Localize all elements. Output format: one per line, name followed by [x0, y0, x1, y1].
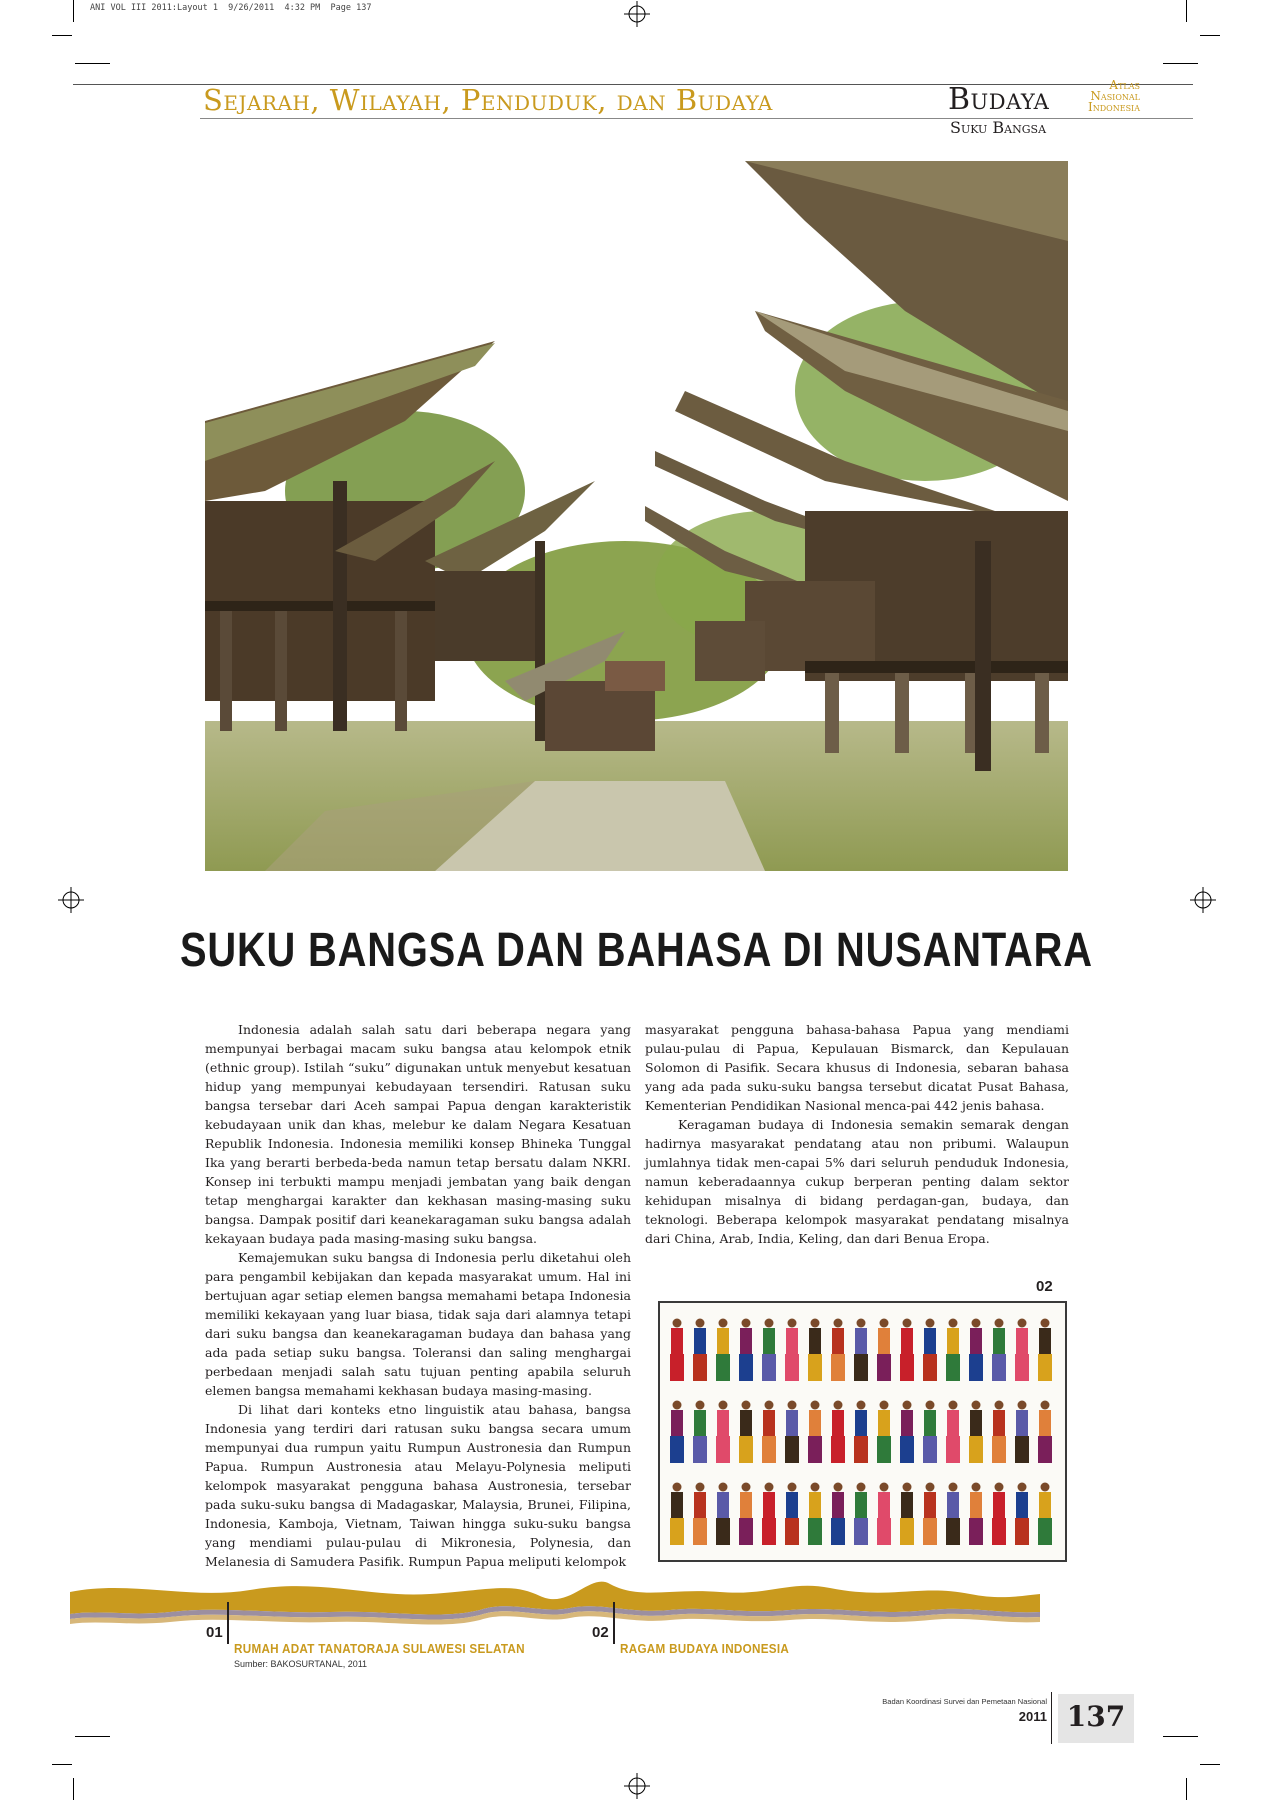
costume-figure-body: [1016, 1328, 1028, 1354]
costume-figure-head: [811, 1401, 820, 1410]
atlas-logo-line: Atlas: [1109, 78, 1140, 92]
costume-figure-head: [949, 1319, 958, 1328]
costume-figure-head: [696, 1319, 705, 1328]
costume-figure-body: [970, 1492, 982, 1518]
registration-mark-icon: [58, 887, 84, 913]
costume-figure-skirt: [785, 1436, 799, 1463]
costume-figure-body: [671, 1492, 683, 1518]
costume-figure-head: [949, 1483, 958, 1492]
caption-divider: [613, 1602, 615, 1644]
costume-figure-skirt: [854, 1518, 868, 1545]
costume-figure-head: [972, 1483, 981, 1492]
section-title: Sejarah, Wilayah, Penduduk, dan Budaya: [203, 83, 773, 117]
costume-figure-body: [717, 1492, 729, 1518]
costume-figure-skirt: [670, 1518, 684, 1545]
costume-figure-head: [1041, 1319, 1050, 1328]
costume-figure-skirt: [1038, 1354, 1052, 1381]
footer-year: 2011: [1018, 1709, 1047, 1724]
costume-figure-body: [832, 1410, 844, 1436]
costume-figure-body: [832, 1492, 844, 1518]
costume-figure-skirt: [831, 1436, 845, 1463]
costume-figure-head: [903, 1483, 912, 1492]
costume-figure-skirt: [762, 1354, 776, 1381]
costume-figure-skirt: [992, 1518, 1006, 1545]
figure-number: 02: [1036, 1278, 1053, 1295]
costume-figure-body: [671, 1410, 683, 1436]
footer-divider: [1051, 1692, 1052, 1744]
paragraph: Di lihat dari konteks etno linguistik atau bahasa, bangsa Indonesia yang terdiri dari ratusan suku bangsa secara umum mempunyai dua rumpun yaitu Rumpun Austronesia dan Rumpun Papua. Rumpun Austronesia atau Melayu-Polynesia meliputi kelompok masyarakat pengguna bahasa Austronesia, tersebar pada suku-suku bangsa di Madagaskar, Malaysia, Brunei, Filipina, Indonesia, Kamboja, Vietnam, Taiwan hingga suku-suku bangsa yang mendiami pulau-pulau di Mikronesia, Polynesia, dan Melanesia di Samudera Pasifik. Rumpun Papua meliputi kelompok: [205, 1402, 631, 1569]
tongkonan-houses-illustration: [205, 161, 1068, 871]
costume-figure-skirt: [739, 1518, 753, 1545]
costume-figure-head: [857, 1401, 866, 1410]
costume-figure-body: [970, 1328, 982, 1354]
registration-mark-icon: [1190, 887, 1216, 913]
costume-figure-skirt: [992, 1436, 1006, 1463]
costume-figure-body: [786, 1410, 798, 1436]
costume-figure-head: [903, 1401, 912, 1410]
footer-organization: Badan Koordinasi Survei dan Pemetaan Nasional: [882, 1697, 1047, 1706]
paragraph: Kemajemukan suku bangsa di Indonesia perlu diketahui oleh para pengambil kebijakan dan kepada masyarakat umum. Hal ini bertujuan agar setiap elemen bangsa memahami betapa Indonesia memiliki kekayaan yang luar biasa, tidak saja dari alamnya tetapi dari suku bangsa dan keanekaragaman budaya dan bahasa yang ada pada setiap suku bangsa. Toleransi dan saling menghargai perbedaan menjadi salah satu tujuan penting apabila seluruh elemen bangsa memahami kekhasan budaya masing-masing.: [205, 1250, 631, 1398]
article-left-column: [205, 1020, 631, 1571]
atlas-logo-line: Indonesia: [1088, 100, 1140, 114]
costume-figure-skirt: [808, 1354, 822, 1381]
costume-figure-body: [740, 1492, 752, 1518]
costume-figure-head: [995, 1319, 1004, 1328]
costume-figure-head: [995, 1483, 1004, 1492]
costume-figure-head: [926, 1319, 935, 1328]
costume-figure-body: [717, 1410, 729, 1436]
costume-figure-body: [855, 1328, 867, 1354]
costume-figure-body: [1016, 1492, 1028, 1518]
subchapter-title: Suku Bangsa: [950, 118, 1047, 137]
costume-figure-body: [694, 1328, 706, 1354]
crop-mark: [73, 1778, 74, 1800]
costume-figure-skirt: [969, 1518, 983, 1545]
costume-figure-skirt: [785, 1354, 799, 1381]
costume-figure-body: [694, 1410, 706, 1436]
costume-figure-body: [1039, 1410, 1051, 1436]
costume-figure-body: [878, 1328, 890, 1354]
costume-figure-skirt: [877, 1436, 891, 1463]
costume-figure-body: [763, 1410, 775, 1436]
costume-figure-body: [809, 1410, 821, 1436]
article-title: SUKU BANGSA DAN BAHASA DI NUSANTARA: [179, 924, 1093, 977]
costume-figure-body: [786, 1492, 798, 1518]
caption-figure-number: 02: [592, 1624, 609, 1641]
costume-figure-skirt: [969, 1436, 983, 1463]
costume-figure-skirt: [1015, 1518, 1029, 1545]
costume-figure-skirt: [693, 1354, 707, 1381]
costume-figure-body: [855, 1492, 867, 1518]
costume-figure-skirt: [854, 1354, 868, 1381]
costume-figure-head: [880, 1319, 889, 1328]
costume-figure-body: [694, 1492, 706, 1518]
costume-figure-skirt: [762, 1436, 776, 1463]
costume-figure-body: [786, 1328, 798, 1354]
costume-figure-skirt: [716, 1354, 730, 1381]
costume-figure-head: [903, 1319, 912, 1328]
costume-figure-body: [878, 1492, 890, 1518]
costume-figure-head: [834, 1319, 843, 1328]
costume-figure-head: [811, 1483, 820, 1492]
costume-figure-skirt: [877, 1354, 891, 1381]
crop-mark: [73, 0, 74, 22]
costume-figure-body: [740, 1328, 752, 1354]
costume-figure-skirt: [670, 1436, 684, 1463]
crop-mark: [1163, 1736, 1198, 1737]
costume-figure-body: [947, 1410, 959, 1436]
costume-figure-body: [924, 1492, 936, 1518]
crop-mark: [52, 1764, 72, 1765]
costume-figure-body: [1039, 1492, 1051, 1518]
costume-figure-body: [901, 1328, 913, 1354]
costume-figure-head: [719, 1401, 728, 1410]
costume-figure-skirt: [716, 1436, 730, 1463]
traditional-costumes-image: [658, 1301, 1067, 1562]
costume-figure-head: [742, 1319, 751, 1328]
costume-figure-skirt: [1015, 1436, 1029, 1463]
crop-mark: [1186, 1778, 1187, 1800]
costume-figure-head: [765, 1319, 774, 1328]
costume-figure-skirt: [1038, 1436, 1052, 1463]
costume-figure-body: [763, 1328, 775, 1354]
costume-figure-head: [972, 1401, 981, 1410]
costume-figure-skirt: [923, 1518, 937, 1545]
crop-mark: [1200, 1764, 1220, 1765]
costume-figure-head: [880, 1483, 889, 1492]
costume-figure-skirt: [739, 1354, 753, 1381]
costume-figure-head: [811, 1319, 820, 1328]
costume-figure-skirt: [670, 1354, 684, 1381]
costume-figure-head: [1041, 1483, 1050, 1492]
costume-figure-body: [763, 1492, 775, 1518]
caption-figure-number: 01: [206, 1624, 223, 1641]
costume-figure-head: [926, 1401, 935, 1410]
costume-figure-skirt: [900, 1518, 914, 1545]
costume-figure-body: [924, 1328, 936, 1354]
costume-figure-head: [857, 1483, 866, 1492]
costume-figure-head: [995, 1401, 1004, 1410]
costume-figure-head: [673, 1483, 682, 1492]
costume-figure-body: [947, 1492, 959, 1518]
costume-figure-head: [788, 1401, 797, 1410]
costume-figure-skirt: [923, 1354, 937, 1381]
costume-figure-body: [993, 1492, 1005, 1518]
tongkonan-photo: [205, 161, 1068, 871]
costume-figure-body: [970, 1410, 982, 1436]
costume-figure-skirt: [900, 1354, 914, 1381]
costume-figure-head: [696, 1483, 705, 1492]
registration-mark-icon: [624, 1, 650, 27]
costume-figure-body: [855, 1410, 867, 1436]
costume-figure-head: [673, 1319, 682, 1328]
costume-figure-body: [901, 1492, 913, 1518]
registration-mark-icon: [624, 1773, 650, 1799]
costume-figure-body: [740, 1410, 752, 1436]
costume-figure-body: [901, 1410, 913, 1436]
costume-figure-skirt: [946, 1436, 960, 1463]
costume-figure-head: [673, 1401, 682, 1410]
costume-figure-skirt: [808, 1436, 822, 1463]
crop-mark: [75, 1736, 110, 1737]
costume-figure-skirt: [716, 1518, 730, 1545]
costume-figure-head: [834, 1483, 843, 1492]
costume-figure-body: [717, 1328, 729, 1354]
costume-figure-body: [809, 1492, 821, 1518]
costume-figure-skirt: [831, 1518, 845, 1545]
costume-figure-skirt: [693, 1436, 707, 1463]
costume-figure-head: [949, 1401, 958, 1410]
costume-figure-head: [696, 1401, 705, 1410]
costume-figure-skirt: [1015, 1354, 1029, 1381]
costume-figure-body: [924, 1410, 936, 1436]
crop-mark: [1200, 35, 1220, 36]
costume-figure-head: [742, 1401, 751, 1410]
costume-figure-skirt: [1038, 1518, 1052, 1545]
atlas-logo: [1070, 80, 1140, 113]
figure-source: Sumber: BAKOSURTANAL, 2011: [234, 1659, 368, 1669]
costume-figure-body: [671, 1328, 683, 1354]
crop-mark: [52, 35, 72, 36]
costume-figure-head: [788, 1319, 797, 1328]
costume-figure-head: [880, 1401, 889, 1410]
costume-figure-body: [1039, 1328, 1051, 1354]
costume-figure-body: [993, 1328, 1005, 1354]
costume-figure-body: [947, 1328, 959, 1354]
costume-figure-skirt: [739, 1436, 753, 1463]
crop-mark: [1163, 63, 1198, 64]
costume-figure-head: [1018, 1401, 1027, 1410]
costume-figure-head: [834, 1401, 843, 1410]
costume-figure-skirt: [762, 1518, 776, 1545]
costume-figure-body: [1016, 1410, 1028, 1436]
costume-figure-skirt: [992, 1354, 1006, 1381]
article-right-column: [645, 1020, 1069, 1248]
crop-mark: [1186, 0, 1187, 22]
costume-figure-head: [719, 1483, 728, 1492]
print-slug: ANI VOL III 2011:Layout 1 9/26/2011 4:32 PM Page 137: [90, 3, 372, 13]
costume-figure-head: [1018, 1483, 1027, 1492]
costume-figure-head: [765, 1401, 774, 1410]
costume-figure-body: [878, 1410, 890, 1436]
costume-figure-head: [788, 1483, 797, 1492]
costume-figure-skirt: [946, 1354, 960, 1381]
costume-figure-skirt: [831, 1354, 845, 1381]
figure-caption: RUMAH ADAT TANATORAJA SULAWESI SELATAN: [234, 1641, 525, 1656]
costume-figure-body: [809, 1328, 821, 1354]
costume-figure-head: [765, 1483, 774, 1492]
costume-figure-body: [993, 1410, 1005, 1436]
costume-figure-skirt: [969, 1354, 983, 1381]
costume-figure-skirt: [946, 1518, 960, 1545]
figure-caption: RAGAM BUDAYA INDONESIA: [620, 1641, 790, 1656]
costume-figure-head: [1018, 1319, 1027, 1328]
costume-figures-illustration: [660, 1303, 1065, 1560]
costume-figure-skirt: [854, 1436, 868, 1463]
atlas-logo-line: Nasional: [1090, 89, 1140, 103]
paragraph: Keragaman budaya di Indonesia semakin semarak dengan hadirnya masyarakat pendatang atau non pribumi. Walaupun jumlahnya tidak men-capai 5% dari seluruh penduduk Indonesia, namun keberadaannya cukup berperan penting dalam sektor kehidupan misalnya di bidang perdagan-gan, budaya, dan teknologi. Beberapa kelompok masyarakat pendatang misalnya dari China, Arab, India, Keling, dan dari Benua Eropa.: [645, 1117, 1069, 1246]
paragraph: Indonesia adalah salah satu dari beberapa negara yang mempunyai berbagai macam suku bangsa atau kelompok etnik (ethnic group). Istilah “suku” digunakan untuk menyebut kesatuan hidup yang mempunyai kebudayaan tersendiri. Ratusan suku bangsa tersebar dari Aceh sampai Papua dengan karakteristik kebudayaan unik dan khas, melebur ke dalam Negara Kesatuan Republik Indonesia. Indonesia memiliki konsep Bhineka Tunggal Ika yang berarti berbeda-beda namun tetap bersatu dalam NKRI. Konsep ini terbukti mampu menjadi jembatan yang baik dengan tetap menghargai karakter dan kekhasan masing-masing suku bangsa. Dampak positif dari keanekaragaman suku bangsa adalah kekayaan budaya pada masing-masing suku bangsa.: [205, 1022, 631, 1246]
costume-figure-head: [742, 1483, 751, 1492]
costume-figure-head: [719, 1319, 728, 1328]
costume-figure-skirt: [877, 1518, 891, 1545]
costume-figure-skirt: [693, 1518, 707, 1545]
crop-mark: [75, 63, 110, 64]
caption-divider: [227, 1602, 229, 1644]
chapter-title: Budaya: [948, 82, 1050, 117]
costume-figure-head: [857, 1319, 866, 1328]
costume-figure-skirt: [900, 1436, 914, 1463]
costume-figure-head: [972, 1319, 981, 1328]
paragraph: masyarakat pengguna bahasa-bahasa Papua yang mendiami pulau-pulau di Papua, Kepulauan Bismarck, dan Kepulauan Solomon di Pasifik. Secara khusus di Indonesia, sebaran bahasa yang ada pada suku-suku bangsa tersebut dicatat Pusat Bahasa, Kementerian Pendidikan Nasional menca-pai 442 jenis bahasa.: [645, 1022, 1069, 1113]
costume-figure-skirt: [808, 1518, 822, 1545]
costume-figure-skirt: [923, 1436, 937, 1463]
costume-figure-head: [926, 1483, 935, 1492]
page-number: 137: [1066, 1700, 1126, 1733]
costume-figure-body: [832, 1328, 844, 1354]
costume-figure-skirt: [785, 1518, 799, 1545]
costume-figure-head: [1041, 1401, 1050, 1410]
